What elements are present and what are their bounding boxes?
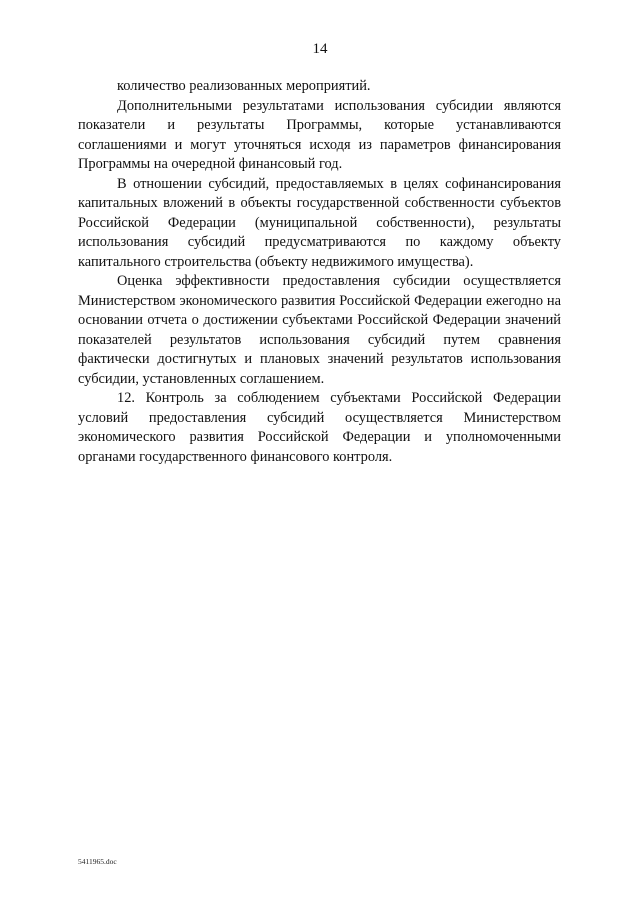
paragraph-additional-results: Дополнительными результатами использования субсидии являются показатели и результаты Программы, которые устанавливаются соглашениями и могут уточняться исходя из параметров финансирования Программы на очередной финансовый год. [78,97,561,172]
page-number: 14 [312,41,328,57]
paragraph-control-clause: 12. Контроль за соблюдением субъектами Российской Федерации условий предоставления субсидий осуществляется Министерством экономического развития Российской Федерации и уполномоченными органами государственного финансового контроля. [78,390,561,465]
paragraph-capital-investments: В отношении субсидий, предоставляемых в целях софинансирования капитальных вложений в объекты государственной собственности субъектов Российской Федерации (муниципальной собственности), результаты использования субсидий предусматриваются по каждому объекту капитального строительства (объекту недвижимого имущества). [78,175,561,270]
document-body [78,77,561,467]
paragraph-effectiveness-assessment: Оценка эффективности предоставления субсидии осуществляется Министерством экономического развития Российской Федерации ежегодно на основании отчета о достижении субъектами Российской Федерации значений показателей результатов использования субсидий путем сравнения фактически достигнутых и плановых значений результатов использования субсидии, установленных соглашением. [78,273,561,387]
footer-file-name: 5411965.doc [78,857,117,866]
paragraph-continued-list-ending: количество реализованных мероприятий. [117,78,371,94]
